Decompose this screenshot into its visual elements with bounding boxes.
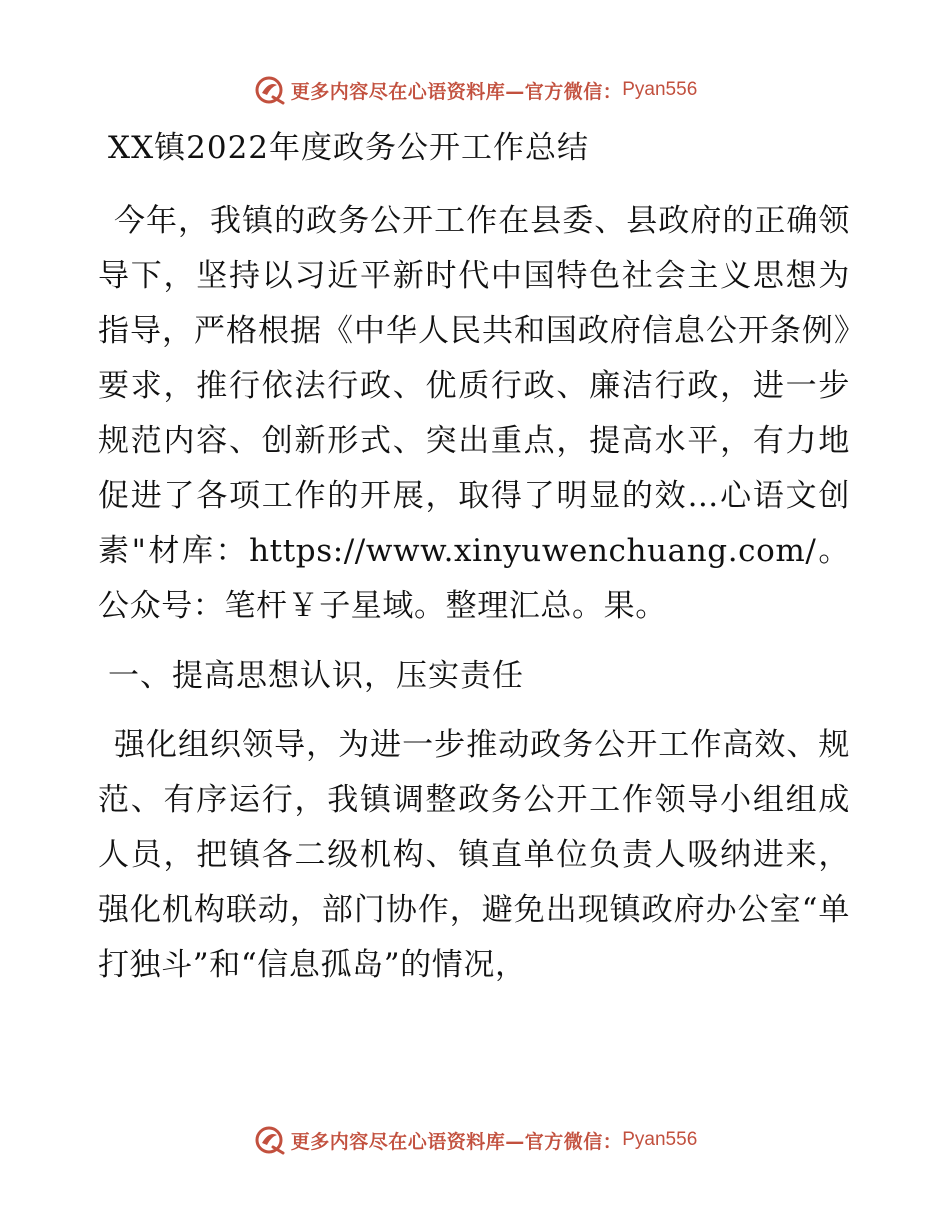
- watermark-text: 更多内容尽在心语资料库—官方微信：: [290, 1130, 623, 1153]
- watermark-header: [0, 70, 950, 110]
- watermark-wechat-id: Pyan556: [622, 79, 698, 100]
- paragraph-intro: 今年，我镇的政务公开工作在县委、县政府的正确领导下，坚持以习近平新时代中国特色社会主义思想为指导，严格根据《中华人民共和国政府信息公开条例》要求，推行依法行政、优质行政、廉洁行政，进一步规范内容、创新形式、突出重点，提高水平，有力地促进了各项工作的开展，取得了明显的效…心语文创素"材库：https://www.xinyuwenchuang.com/。公众号：笔杆￥子星域。整理汇总。果。: [98, 203, 850, 624]
- document-title: XX镇2022年度政务公开工作总结: [108, 130, 590, 166]
- watermark-wechat-id: Pyan556: [622, 1129, 698, 1150]
- watermark-text: 更多内容尽在心语资料库—官方微信：: [290, 80, 623, 103]
- section-heading-1: 一、提高思想认识，压实责任: [108, 658, 524, 694]
- pen-swirl-logo-icon: [253, 73, 287, 107]
- watermark-footer: [0, 1120, 950, 1160]
- document-body: [98, 120, 850, 993]
- paragraph-section-1: 强化组织领导，为进一步推动政务公开工作高效、规范、有序运行，我镇调整政务公开工作领导小组组成人员，把镇各二级机构、镇直单位负责人吸纳进来，强化机构联动，部门协作，避免出现镇政府办公室“单打独斗”和“信息孤岛”的情况，: [98, 727, 850, 983]
- pen-swirl-logo-icon: [253, 1123, 287, 1157]
